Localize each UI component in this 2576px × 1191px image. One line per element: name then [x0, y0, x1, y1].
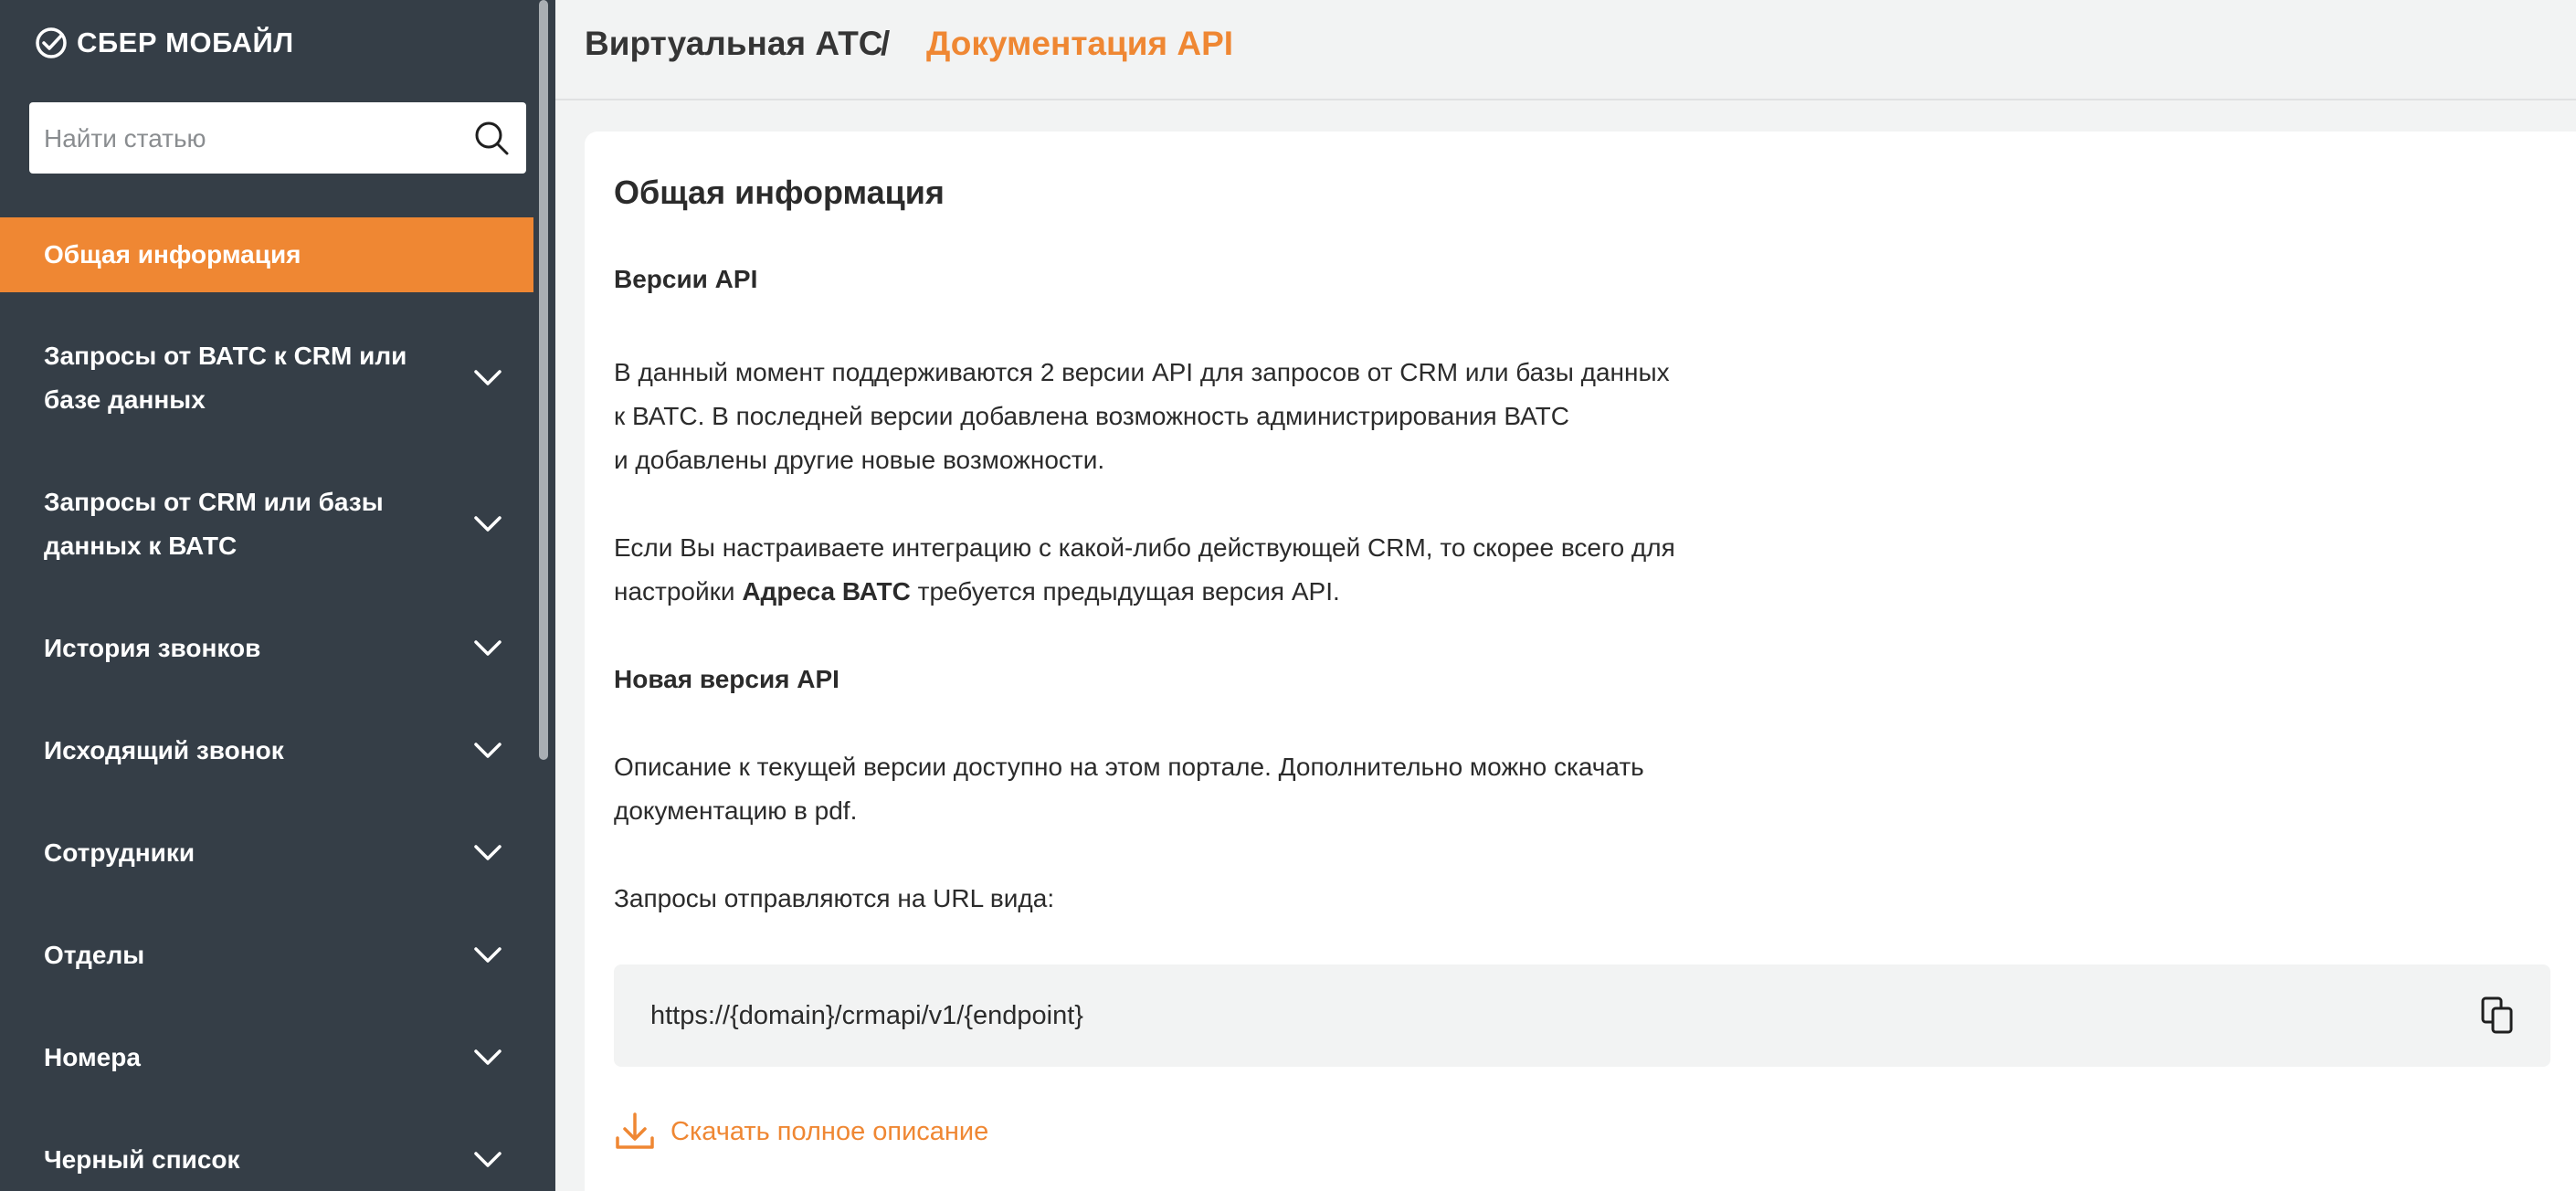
download-icon	[614, 1111, 656, 1153]
search-box	[29, 102, 526, 174]
url-code-block	[614, 964, 2550, 1067]
download-full-description-link[interactable]	[614, 1111, 988, 1153]
sidebar-item-departments[interactable]	[0, 933, 533, 977]
logo[interactable]	[35, 26, 294, 60]
sidebar	[0, 0, 555, 1191]
sidebar-item-employees[interactable]	[0, 831, 533, 875]
sidebar-item-outgoing-call[interactable]	[0, 729, 533, 773]
sidebar-item-call-history[interactable]	[0, 627, 533, 670]
sidebar-item-vats-to-crm[interactable]	[0, 334, 533, 422]
paragraph-line: Если Вы настраиваете интеграцию с какой-либо действующей CRM, то скорее всего для	[614, 533, 1675, 562]
search-input[interactable]	[42, 102, 475, 175]
logo-text: СБЕР МОБАЙЛ	[77, 26, 294, 58]
chevron-down-icon	[473, 844, 502, 862]
new-version-heading: Новая версия API	[614, 665, 839, 693]
sidebar-item-label: Исходящий звонок	[44, 736, 284, 764]
breadcrumb-current: Документация API	[926, 25, 1234, 62]
paragraph-line: Запросы отправляются на URL вида:	[614, 884, 1055, 912]
chevron-down-icon	[473, 639, 502, 658]
paragraph-line	[614, 570, 1340, 614]
copy-icon[interactable]	[2479, 996, 2516, 1036]
chevron-down-icon	[473, 515, 502, 533]
sidebar-item-label: Запросы от ВАТС к CRM или базе данных	[44, 342, 407, 414]
sidebar-item-label: Отделы	[44, 941, 145, 969]
chevron-down-icon	[473, 369, 502, 387]
breadcrumb-home-link[interactable]: Виртуальная АТС	[585, 25, 883, 62]
sidebar-item-blacklist[interactable]	[0, 1138, 533, 1182]
versions-heading: Версии API	[614, 265, 758, 293]
paragraph-text: настройки	[614, 577, 743, 606]
breadcrumb	[555, 0, 2576, 100]
sidebar-item-crm-to-vats[interactable]	[0, 480, 533, 568]
paragraph-line: Описание к текущей версии доступно на этом портале. Дополнительно можно скачать	[614, 753, 1644, 781]
paragraph-text: требуется предыдущая версия API.	[910, 577, 1340, 606]
chevron-down-icon	[473, 1049, 502, 1067]
paragraph-line: документацию в pdf.	[614, 796, 858, 825]
paragraph-line: к ВАТС. В последней версии добавлена возможность администрирования ВАТС	[614, 402, 1569, 430]
sidebar-item-label: Черный список	[44, 1145, 240, 1174]
sidebar-item-general-info[interactable]	[0, 217, 533, 292]
sidebar-item-label: История звонков	[44, 634, 261, 662]
vats-address-term: Адреса ВАТС	[742, 577, 911, 606]
breadcrumb-separator: /	[881, 25, 891, 62]
page-title: Общая информация	[614, 174, 945, 211]
sidebar-item-label: Сотрудники	[44, 838, 195, 867]
chevron-down-icon	[473, 1151, 502, 1169]
chevron-down-icon	[473, 742, 502, 760]
search-icon[interactable]	[473, 120, 510, 156]
url-text: https://{domain}/crmapi/v1/{endpoint}	[650, 1001, 1083, 1030]
sidebar-item-label: Запросы от CRM или базы данных к ВАТС	[44, 488, 384, 560]
sidebar-item-label: Общая информация	[44, 240, 301, 269]
content-card	[585, 132, 2576, 1191]
chevron-down-icon	[473, 946, 502, 964]
sidebar-scrollbar[interactable]	[539, 0, 548, 760]
paragraph-line: В данный момент поддерживаются 2 версии API для запросов от CRM или базы данных	[614, 358, 1670, 386]
sidebar-nav	[0, 217, 533, 1174]
paragraph-line: и добавлены другие новые возможности.	[614, 446, 1105, 474]
download-label: Скачать полное описание	[670, 1116, 989, 1146]
sber-logo-icon	[35, 26, 68, 59]
sidebar-item-label: Номера	[44, 1043, 141, 1071]
sidebar-item-numbers[interactable]	[0, 1036, 533, 1080]
